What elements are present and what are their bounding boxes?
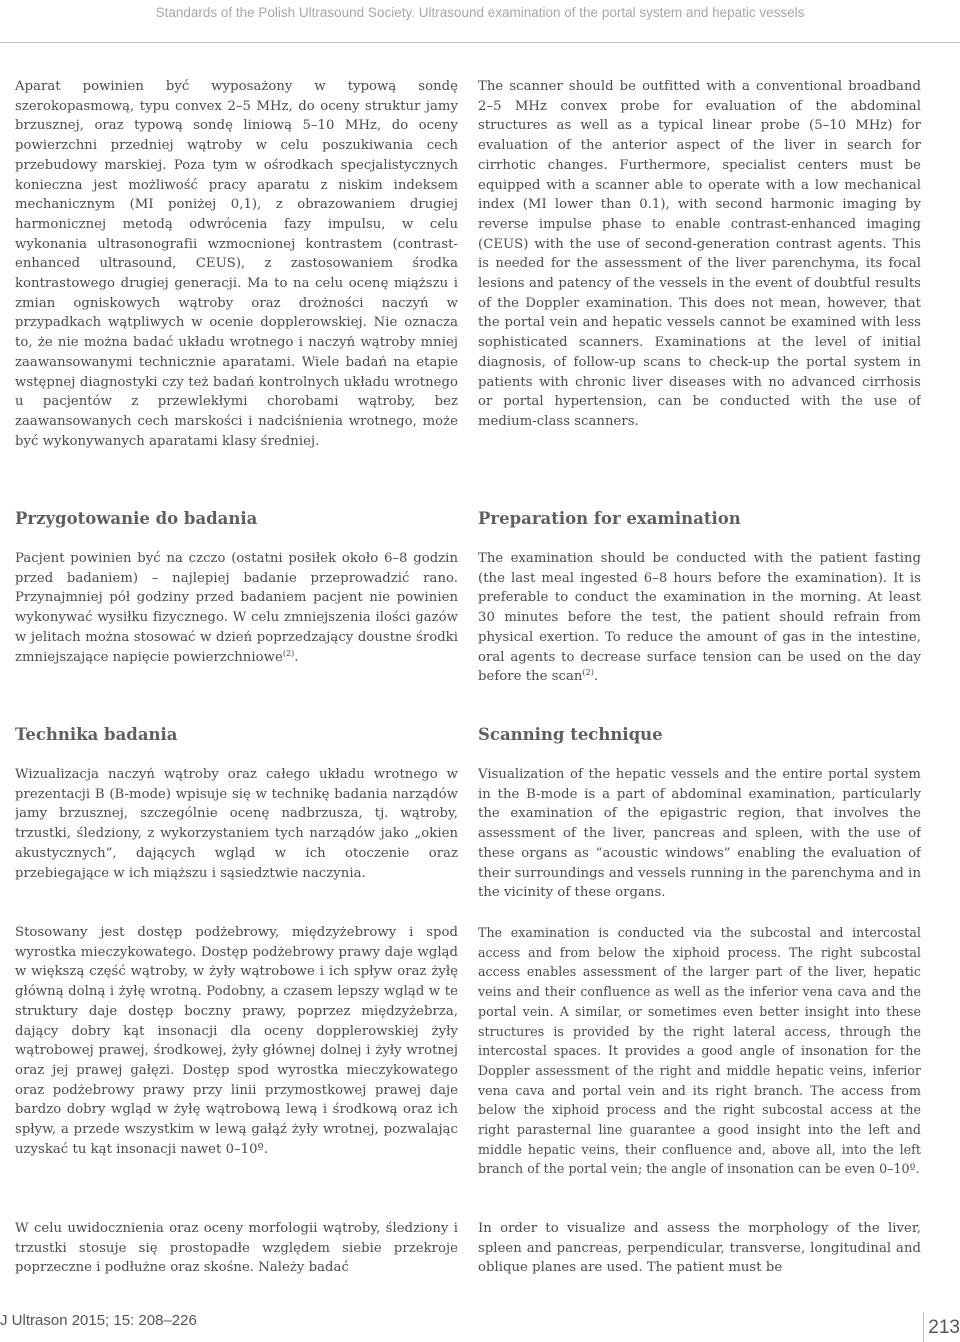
right-prep-period: .	[593, 669, 599, 685]
page-number: 213	[928, 1317, 960, 1338]
right-tech-paragraph-1: Visualization of the hepatic vessels and the entire portal system in the B-mode is a part of abdominal examination, particularly the examination of the epigastric region, that involves the assessment of the liver, pancreas and spleen, with the use of these organs as “acoustic windows” enabling the evaluation of their surroundings and vessels running in the parenchyma and in the vicinity of these organs.	[478, 767, 921, 901]
left-tech-paragraph-1: Wizualizacja naczyń wątroby oraz całego układu wrotnego w prezentacji B (B-mode) wpisuje się w technikę badania narządów jamy brzusznej, szczególnie ocenę nadbrzusza, tj. wątroby, trzustki, śledziony, z wykorzystaniem tych narządów jako „okien akustycznych”, dających wgląd w ich otoczenie oraz przebiegające w ich miąższu i sąsiedztwie naczynia.	[15, 767, 458, 881]
right-tech-heading: Scanning technique	[478, 725, 663, 744]
right-prep-reference: (2)	[582, 668, 594, 678]
right-tech-paragraph-2: The examination is conducted via the subcostal and intercostal access and from below the xiphoid process. The right subcostal access enables assessment of the larger part of the liver, hepatic veins and their confluence as well as the inferior vena cava and the portal vein. A similar, or sometimes even better insight into these structures is provided by the right lateral access, through the intercostal spaces. It provides a good angle of insonation for the Doppler assessment of the right and middle hepatic veins, inferior vena cava and portal vein and its right branch. The access from below the xiphoid process and the right subcostal access at the right parasternal line guarantee a good insight into the left and middle hepatic veins, their confluence and, above all, into the left branch of the portal vein; the angle of insonation can be even 0–10º.	[478, 925, 921, 1177]
left-prep-period: .	[294, 649, 299, 665]
right-tech-paragraph-3: In order to visualize and assess the morphology of the liver, spleen and pancreas, perpendicular, transverse, longitudinal and oblique planes are used. The patient must be	[478, 1221, 921, 1276]
left-prep-text: Pacjent powinien być na czczo (ostatni posiłek około 6–8 godzin przed badaniem) – najlepiej badanie przeprowadzić rano. Przynajmniej pół godziny przed badaniem pacjent nie powinien wykonywać wysiłku fizycznego. W celu zmniejszenia ilości gazów w jelitach można stosować w dzień poprzedzający doustne środki zmniejszające napięcie powierzchniowe	[15, 551, 458, 665]
left-prep-paragraph	[15, 549, 458, 691]
header-divider	[0, 42, 960, 43]
left-prep-reference: (2)	[282, 648, 295, 658]
right-prep-paragraph	[478, 549, 921, 691]
left-tech-paragraph-2: Stosowany jest dostęp podżebrowy, międzyżebrowy i spod wyrostka mieczykowatego. Dostęp podżebrowy prawy daje wgląd w większą część wątroby, w żyły wątrobowe i ich spływ oraz żyłę główną dolną i żyłę wrotną. Podobny, a czasem lepszy wgląd w te struktury daje dostęp boczny prawy, poprzez międzyżebrza, dający dobry kąt insonacji dla oceny dopplerowskiej żyły wątrobowej prawej, środkowej, żyły głównej dolnej i żyły wrotnej oraz jej prawej gałęzi. Dostęp spod wyrostka mieczykowatego oraz podżebrowy prawy przy linii przymostkowej prawej daje bardzo dobry wgląd w żyłę wątrobową lewą i środkową oraz ich spływ, a przede wszystkim w lewą gałąź żyły wrotnej, pozwalając uzyskać tu kąt insonacji nawet 0–10º.	[15, 925, 458, 1157]
left-prep-heading: Przygotowanie do badania	[15, 509, 258, 528]
left-intro-paragraph: Aparat powinien być wyposażony w typową sondę szerokopasmową, typu convex 2–5 MHz, do oceny struktur jamy brzusznej, oraz typową sondę liniową 5–10 MHz, do oceny powierzchni przedniej wątroby w celu poszukiwania cech przebudowy marskiej. Poza tym w ośrodkach specjalistycznych konieczna jest możliwość pracy aparatu z niskim indeksem mechanicznym (MI poniżej 0,1), z obrazowaniem drugiej harmonicznej metodą odwrócenia fazy impulsu, w celu wykonania ultrasonografii wzmocnionej kontrastem (contrast-enhanced ultrasound, CEUS), z zastosowaniem środka kontrastowego drugiej generacji. Ma to na celu ocenę miąższu i zmian ogniskowych wątroby oraz drożności naczyń w przypadkach wątpliwych w ocenie dopplerowskiej. Nie oznacza to, że nie można badać układu wrotnego i naczyń wątroby mniej zaawansowanymi technicznie aparatami. Wiele badań na etapie wstępnej diagnostyki czy też badań kontrolnych układu wrotnego u pacjentów z przewlekłymi chorobami wątroby, bez zaawansowanych cech marskości i nadciśnienia wrotnego, może być wykonywanych aparatami klasy średniej.	[15, 79, 458, 449]
footer-divider	[923, 1312, 924, 1342]
right-prep-text: The examination should be conducted with the patient fasting (the last meal ingested 6–8 hours before the examination). It is preferable to conduct the examination in the morning. At least 30 minutes before the test, the patient should refrain from physical exertion. To reduce the amount of gas in the intestine, oral agents to decrease surface tension can be used on the day before the scan	[478, 551, 921, 685]
running-header: Standards of the Polish Ultrasound Society. Ultrasound examination of the portal system and hepatic vessels	[155, 5, 805, 20]
right-intro-paragraph: The scanner should be outfitted with a conventional broadband 2–5 MHz convex probe for evaluation of the abdominal structures as well as a typical linear probe (5–10 MHz) for evaluation of the anterior aspect of the liver in search for cirrhotic changes. Furthermore, specialist centers must be equipped with a scanner able to operate with a low mechanical index (MI lower than 0.1), with second harmonic imaging by reverse impulse phase to enable contrast-enhanced imaging (CEUS) with the use of second-generation contrast agents. This is needed for the assessment of the liver parenchyma, its focal lesions and patency of the vessels in the event of doubtful results of the Doppler examination. This does not mean, however, that the portal vein and hepatic vessels cannot be examined with less sophisticated scanners. Examinations at the level of initial diagnosis, of follow-up scans to check-up the portal system in patients with chronic liver diseases with no advanced cirrhosis or portal hypertension, can be conducted with the use of medium-class scanners.	[478, 79, 921, 429]
left-tech-heading: Technika badania	[15, 725, 178, 744]
right-prep-heading: Preparation for examination	[478, 509, 741, 528]
journal-citation: J Ultrason 2015; 15: 208–226	[0, 1312, 197, 1329]
left-tech-paragraph-3: W celu uwidocznienia oraz oceny morfologii wątroby, śledziony i trzustki stosuje się prostopadłe względem siebie przekroje poprzeczne i podłużne oraz skośne. Należy badać	[15, 1221, 458, 1276]
